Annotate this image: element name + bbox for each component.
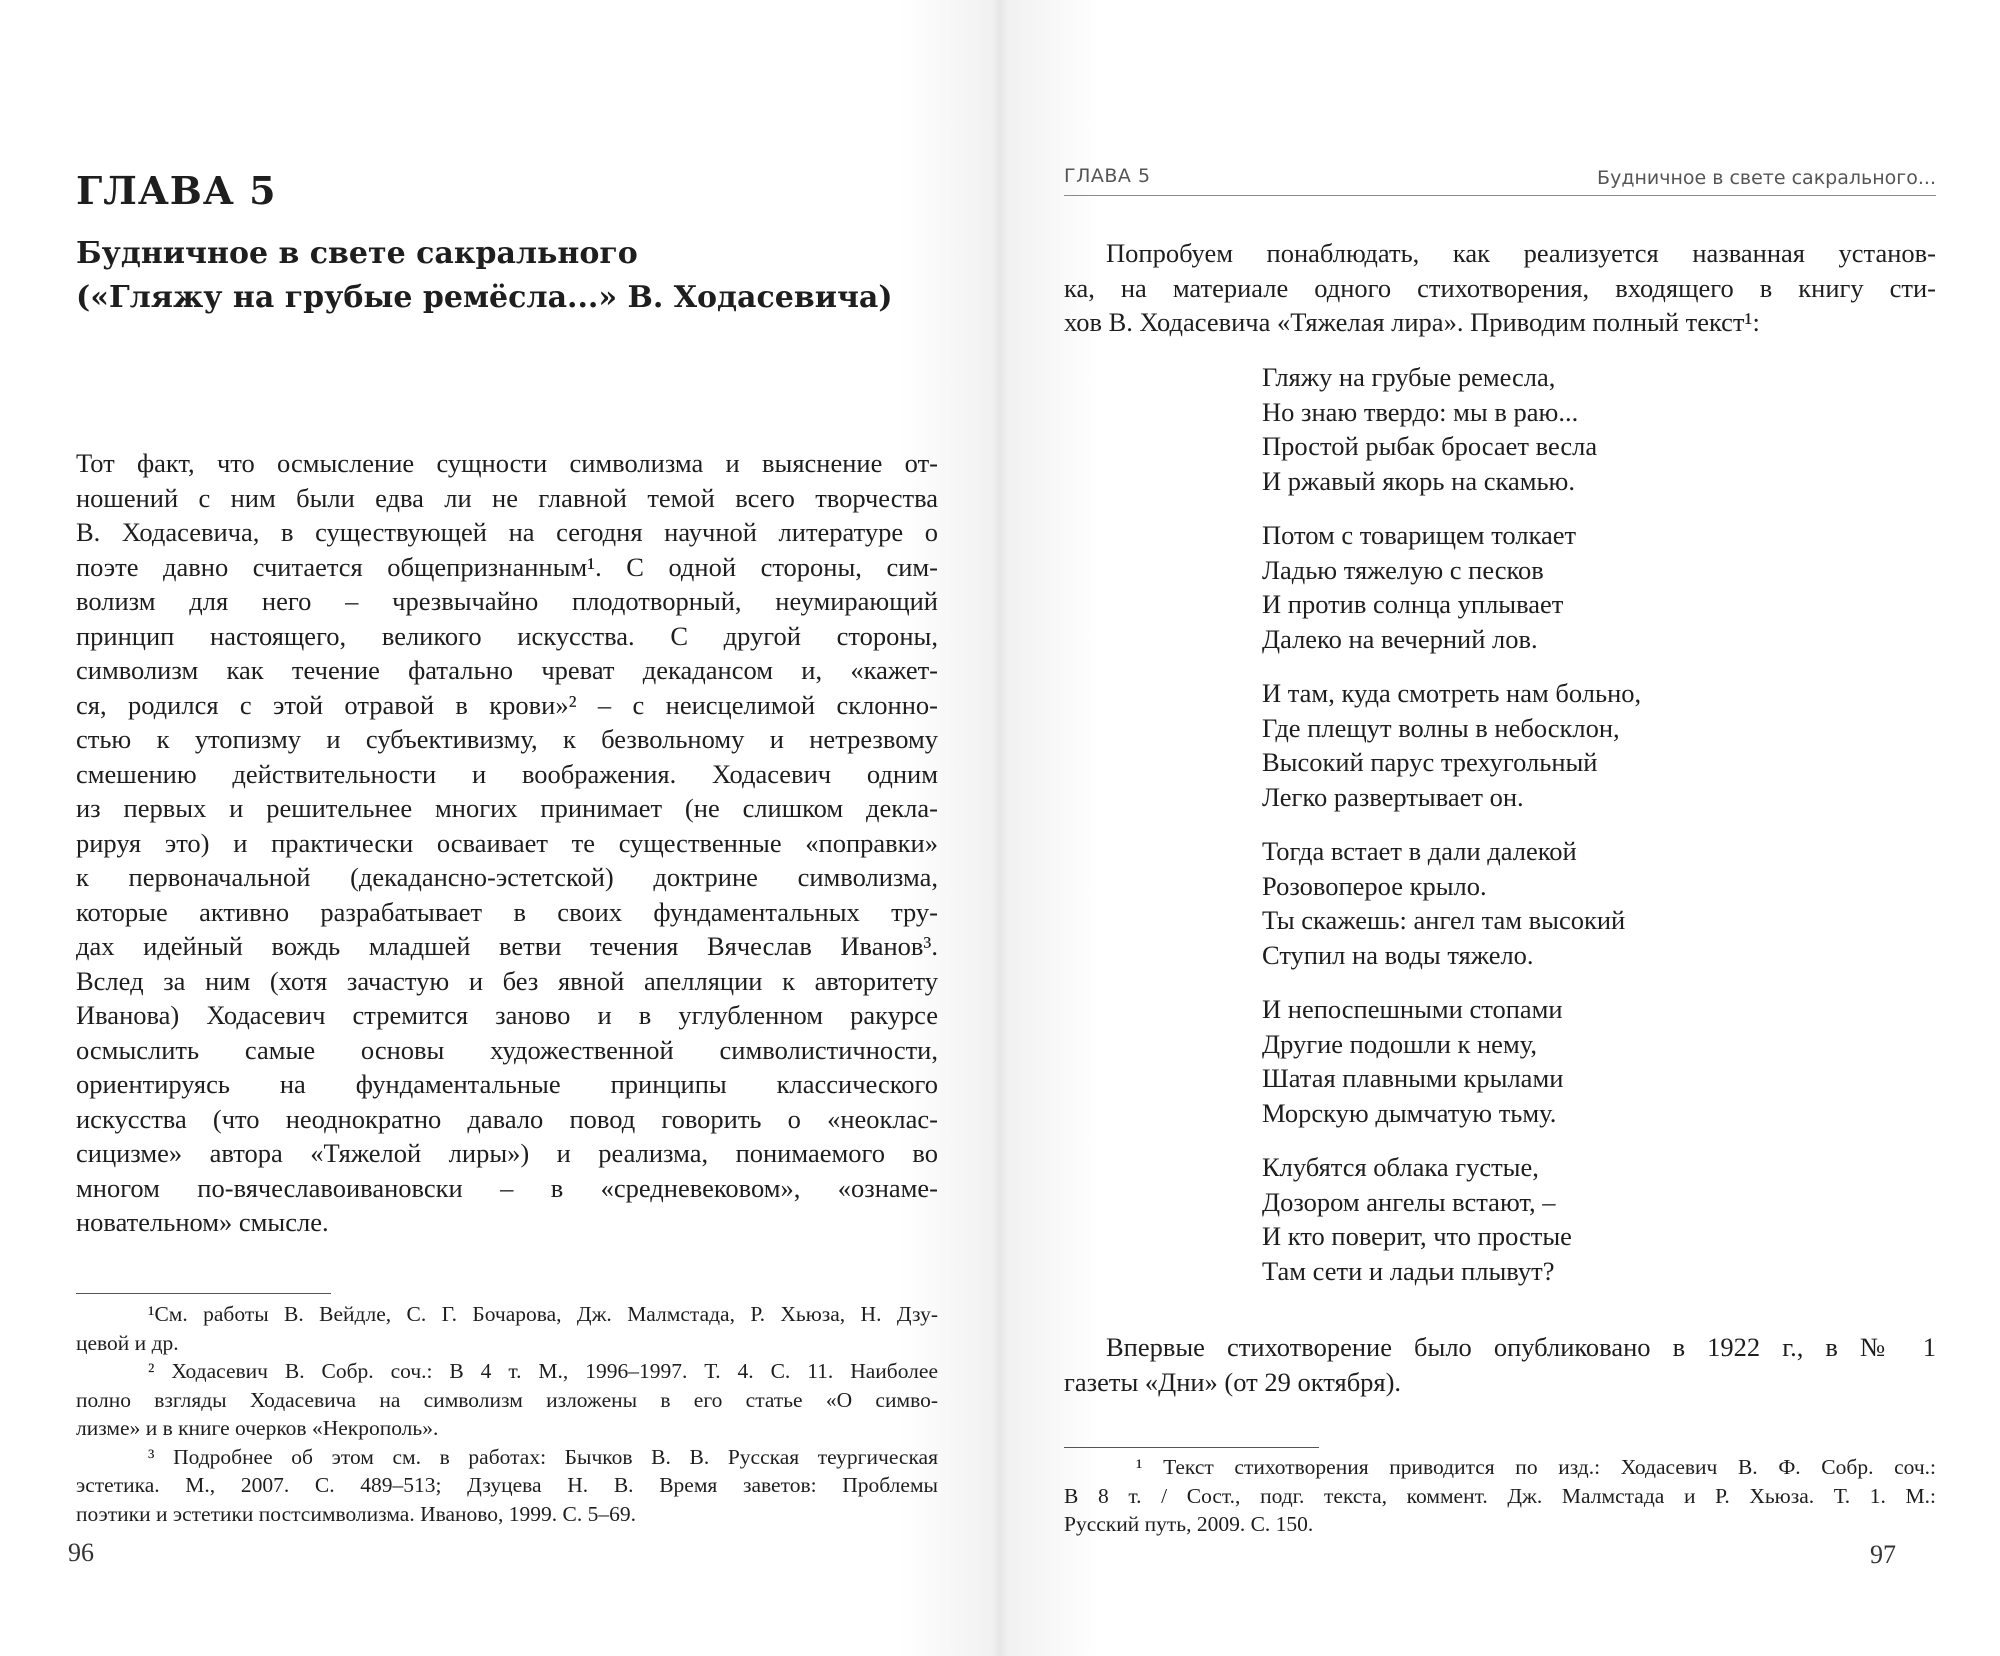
footnote-line: ¹См. работы В. Вейдле, С. Г. Бочарова, Дж. Малмстада, Р. Хьюза, Н. Дзу- — [148, 1302, 938, 1326]
footnote-2 — [76, 1357, 938, 1443]
verse-line: Но знаю твердо: мы в раю... — [1262, 396, 1579, 427]
footnote-line: эстетика. М., 2007. С. 489–513; Дзуцева Н. В. Время заветов: Проблемы — [76, 1473, 938, 1497]
text-line: принцип настоящего, великого искусства. С другой стороны, — [76, 620, 938, 651]
text-line: смешению действительности и воображения. Ходасевич одним — [76, 758, 938, 789]
chapter-title-line: («Гляжу на грубые ремёсла...» В. Ходасевича) — [76, 280, 893, 315]
running-header-title: Будничное в свете сакрального... — [1597, 167, 1936, 189]
verse-line: И кто поверит, что простые — [1262, 1221, 1572, 1251]
text-line: волизм для него – чрезвычайно плодотворный, неумирающий — [76, 586, 938, 616]
footnote-line: цевой и др. — [76, 1330, 179, 1355]
stanza — [1262, 676, 1902, 814]
footnote-1 — [1064, 1453, 1936, 1539]
verse-line: Дозором ангелы встают, – — [1262, 1186, 1556, 1217]
verse-line: Морскую дымчатую тьму. — [1262, 1097, 1557, 1128]
text-line: многом по-вячеславоивановски – в «средневековом», «ознаме- — [76, 1172, 938, 1203]
verse-line: Высокий парус трехугольный — [1262, 747, 1598, 777]
text-line: газеты «Дни» (от 29 октября). — [1064, 1366, 1402, 1397]
verse-line: Легко развертывает он. — [1262, 781, 1524, 812]
text-line: символизм как течение фатально чреват декадансом и, «кажет- — [76, 655, 938, 685]
verse-line: И ржавый якорь на скамью. — [1262, 465, 1575, 496]
footnote-line: лизме» и в книге очерков «Некрополь». — [76, 1416, 439, 1440]
chapter-title — [76, 232, 936, 320]
text-line: Иванова) Ходасевич стремится заново и в углубленном ракурсе — [76, 1000, 938, 1030]
chapter-title-line: Будничное в свете сакрального — [76, 236, 638, 271]
verse-line: Далеко на вечерний лов. — [1262, 623, 1538, 654]
text-line: хов В. Ходасевича «Тяжелая лира». Приводим полный текст¹: — [1064, 307, 1760, 337]
footnote-line: ³ Подробнее об этом см. в работах: Бычков В. В. Русская теургическая — [148, 1444, 938, 1469]
stanza — [1262, 992, 1902, 1130]
verse-line: Другие подошли к нему, — [1262, 1028, 1537, 1059]
text-line: искусства (что неоднократно давало повод говорить о «неоклас- — [76, 1103, 938, 1134]
text-line: ориентируясь на фундаментальные принципы классического — [76, 1069, 938, 1099]
verse-line: Ты скажешь: ангел там высокий — [1262, 905, 1626, 935]
chapter-label: ГЛАВА 5 — [76, 168, 277, 213]
verse-line: И против солнца уплывает — [1262, 589, 1564, 619]
stanza — [1262, 834, 1902, 972]
verse-line: И непоспешными стопами — [1262, 994, 1563, 1024]
right-footnotes — [1064, 1453, 1936, 1539]
right-page — [1000, 0, 2000, 1656]
stanza — [1262, 518, 1902, 656]
poem — [1262, 360, 1902, 1308]
footnote-3 — [76, 1443, 938, 1529]
text-line: поэте давно считается общепризнанным¹. С одной стороны, сим- — [76, 551, 938, 582]
verse-line: Ступил на воды тяжело. — [1262, 939, 1534, 970]
verse-line: Шатая плавными крылами — [1262, 1063, 1564, 1093]
text-line: В. Ходасевича, в существующей на сегодня научной литературе о — [76, 517, 938, 547]
publication-note — [1064, 1330, 1936, 1399]
footnote-1 — [76, 1300, 938, 1357]
text-line: ся, родился с этой отравой в крови»² – с неисцелимой склонно- — [76, 689, 938, 720]
text-line: ка, на материале одного стихотворения, входящего в книгу сти- — [1064, 272, 1936, 303]
left-footnotes — [76, 1300, 938, 1528]
page-number: 96 — [68, 1538, 94, 1567]
text-line: рируя это) и практически осваивает те существенные «поправки» — [76, 827, 938, 858]
text-line: Тот факт, что осмысление сущности символизма и выяснение от- — [76, 448, 938, 478]
verse-line: Там сети и ладьи плывут? — [1262, 1255, 1555, 1286]
stanza — [1262, 1150, 1902, 1288]
verse-line: Тогда встает в дали далекой — [1262, 836, 1577, 866]
verse-line: Где плещут волны в небосклон, — [1262, 712, 1620, 743]
verse-line: Ладью тяжелую с песков — [1262, 554, 1544, 585]
text-line: Попробуем понаблюдать, как реализуется названная установ- — [1106, 238, 1936, 268]
footnote-line: ² Ходасевич В. Собр. соч.: В 4 т. М., 1996–1997. Т. 4. С. 11. Наиболее — [148, 1359, 938, 1383]
verse-line: И там, куда смотреть нам больно, — [1262, 678, 1642, 708]
verse-line: Простой рыбак бросает весла — [1262, 431, 1598, 461]
verse-line: Гляжу на грубые ремесла, — [1262, 362, 1556, 392]
text-line: из первых и решительнее многих принимает (не слишком декла- — [76, 793, 938, 823]
text-line: Впервые стихотворение было опубликовано в 1922 г., в № 1 — [1106, 1332, 1936, 1362]
verse-line: Потом с товарищем толкает — [1262, 520, 1577, 550]
footnote-line: Русский путь, 2009. С. 150. — [1064, 1512, 1314, 1536]
verse-line: Клубятся облака густые, — [1262, 1152, 1539, 1182]
text-line: дах идейный вождь младшей ветви течения Вячеслав Иванов³. — [76, 931, 938, 961]
intro-paragraph — [1064, 236, 1936, 340]
stanza — [1262, 360, 1902, 498]
text-line: к первоначальной (декадансно-эстетской) доктрине символизма, — [76, 862, 938, 892]
left-body-text — [76, 446, 938, 1240]
footnote-divider — [76, 1293, 331, 1294]
page-number: 97 — [1870, 1540, 1896, 1569]
footnote-line: В 8 т. / Сост., подг. текста, коммент. Дж. Малмстада и Р. Хьюза. Т. 1. М.: — [1064, 1483, 1936, 1508]
text-line: стью к утопизму и субъективизму, к безвольному и нетрезвому — [76, 724, 938, 754]
text-line: новательном» смысле. — [76, 1207, 329, 1237]
text-line: которые активно разрабатывает в своих фундаментальных тру- — [76, 896, 938, 927]
footnote-divider — [1064, 1447, 1319, 1448]
verse-line: Розовоперое крыло. — [1262, 870, 1487, 901]
running-header-chapter: ГЛАВА 5 — [1064, 165, 1151, 187]
footnote-line: поэтики и эстетики постсимволизма. Иваново, 1999. С. 5–69. — [76, 1501, 636, 1526]
text-line: осмыслить самые основы художественной символистичности, — [76, 1034, 938, 1065]
footnote-line: полно взгляды Ходасевича на символизм изложены в его статье «О симво- — [76, 1387, 938, 1412]
footnote-line: ¹ Текст стихотворения приводится по изд.: Ходасевич В. Ф. Собр. соч.: — [1136, 1455, 1936, 1479]
text-line: Вслед за ним (хотя зачастую и без явной апелляции к авторитету — [76, 965, 938, 996]
text-line: ношений с ним были едва ли не главной темой всего творчества — [76, 482, 938, 513]
text-line: сицизме» автора «Тяжелой лиры») и реализма, понимаемого во — [76, 1138, 938, 1168]
running-header — [1064, 165, 1936, 196]
